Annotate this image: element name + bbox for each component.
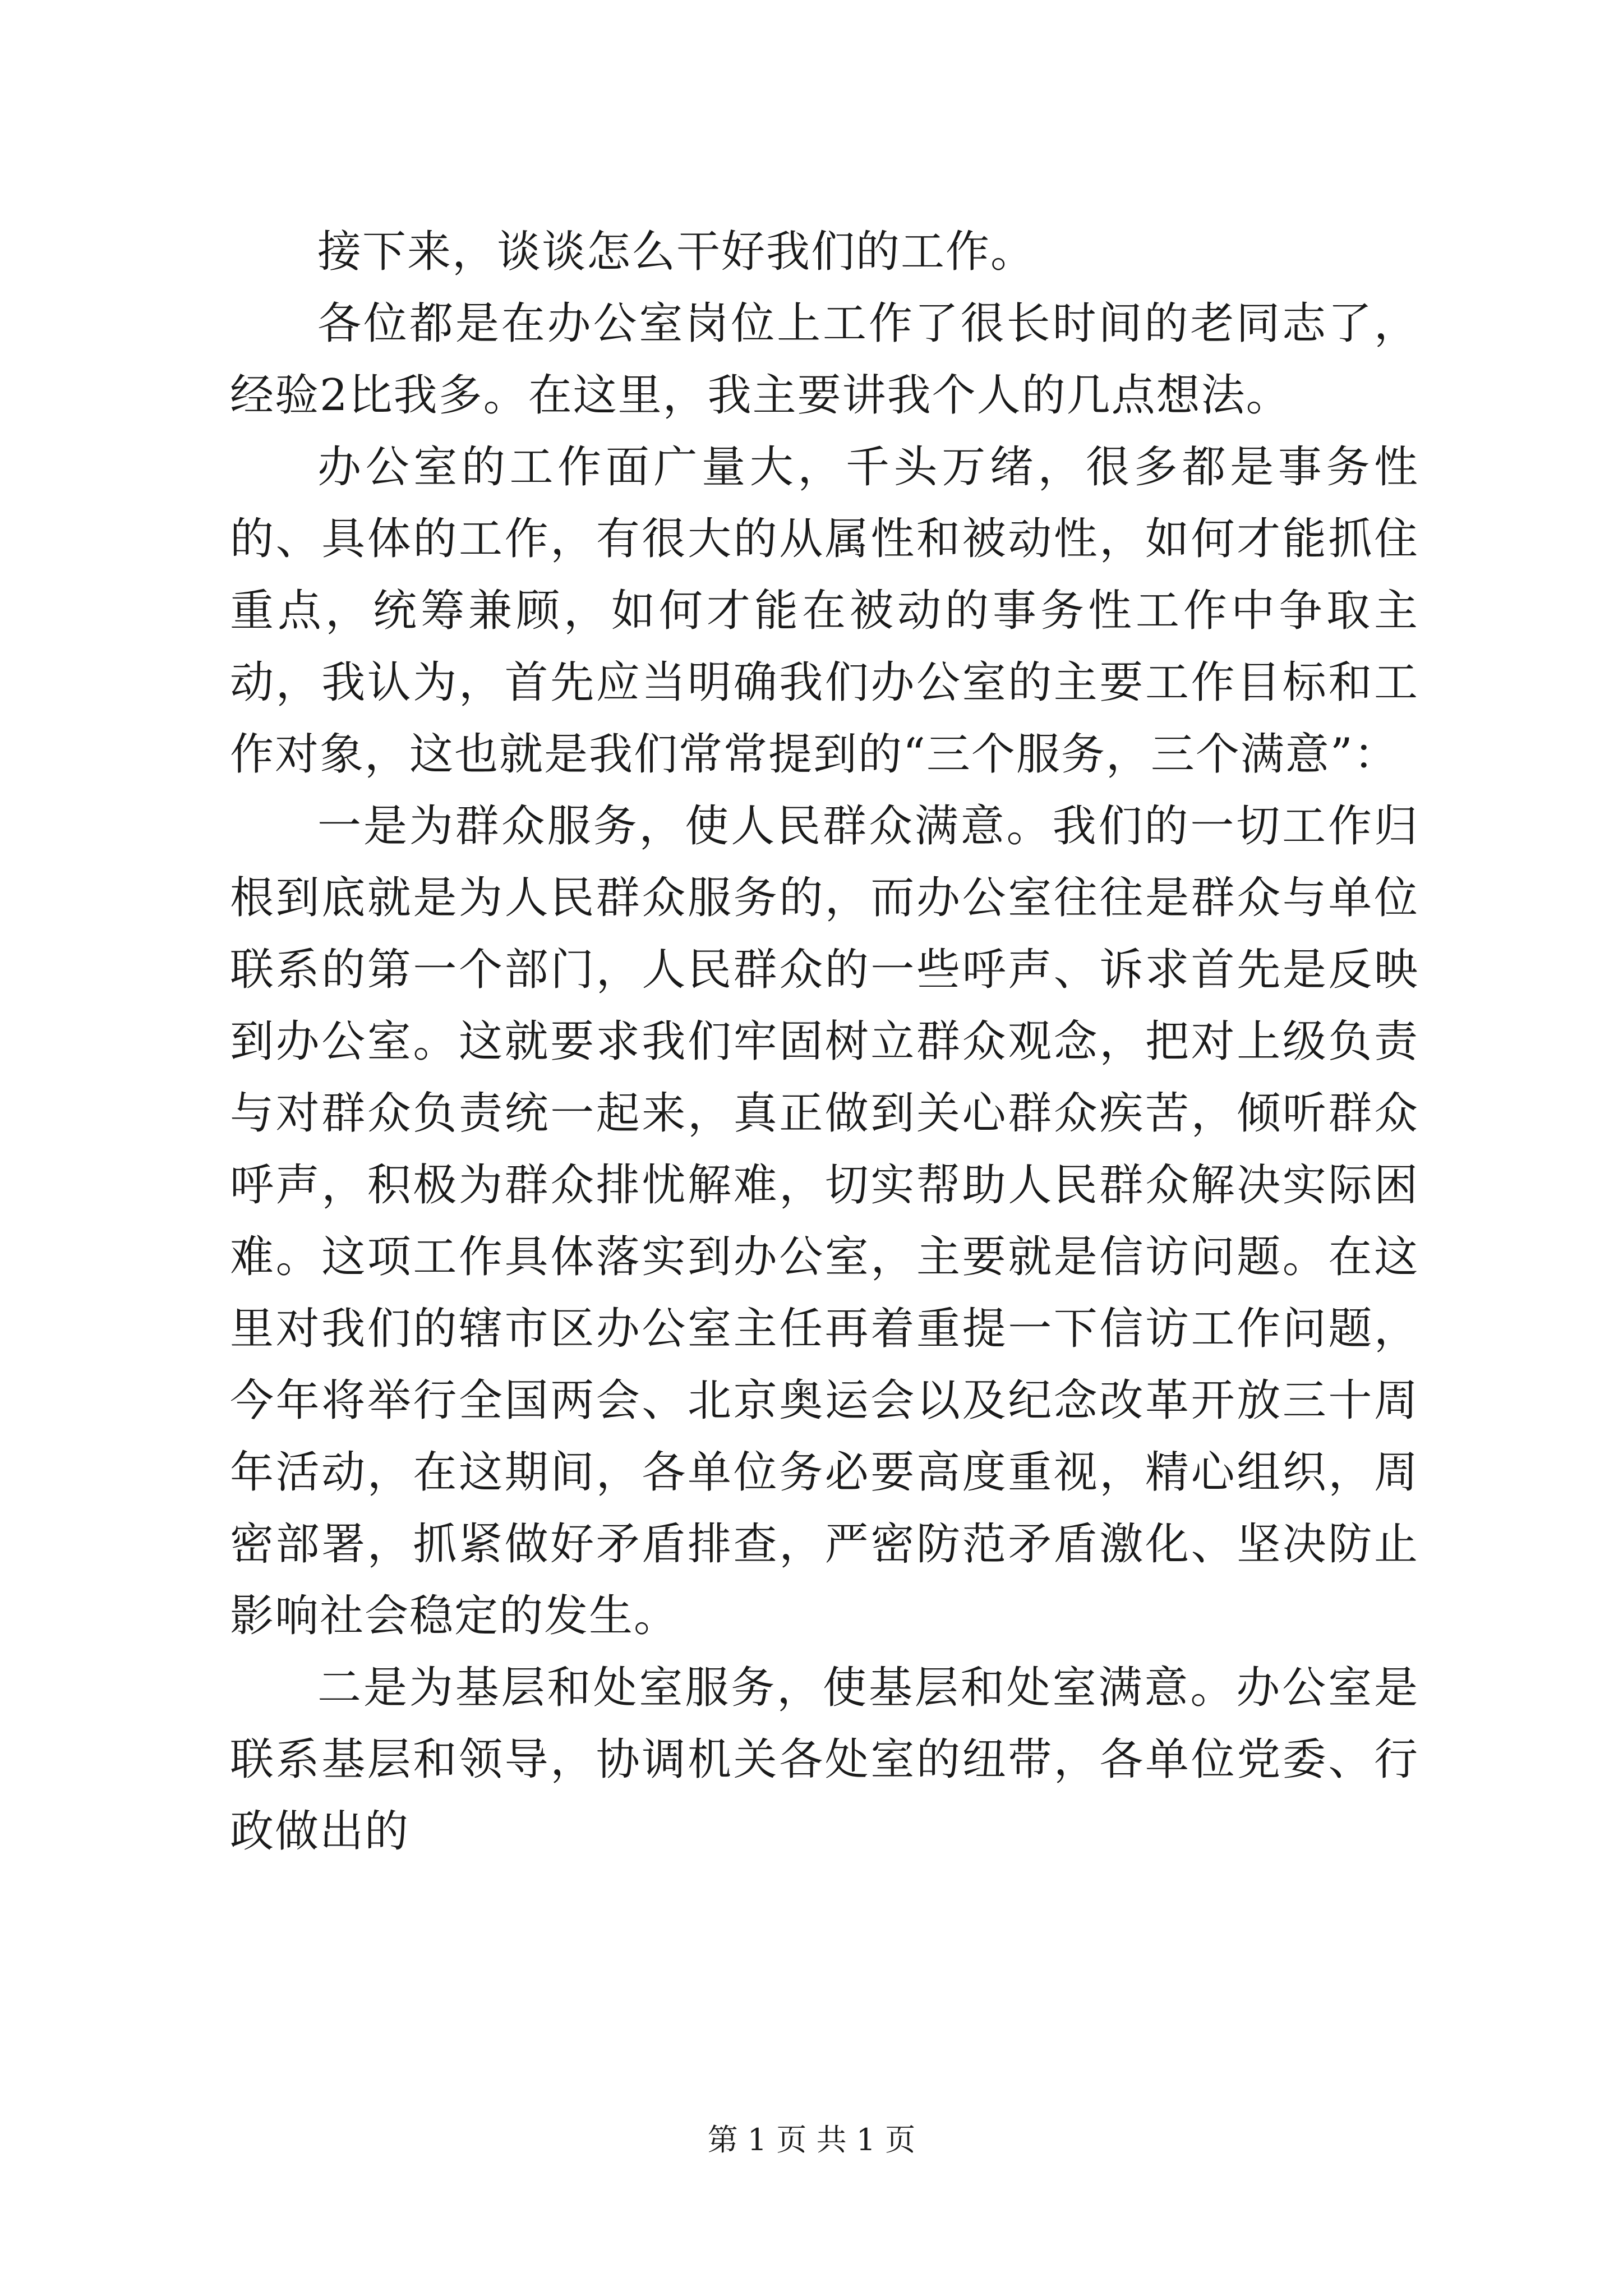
paragraph-intro: 接下来，谈谈怎么干好我们的工作。 [317, 227, 1036, 277]
paragraph-office-work: 办公室的工作面广量大，千头万绪，很多都是事务性的、具体的工作，有很大的从属性和被动性，如何才能抓住重点，统筹兼顾，如何才能在被动的事务性工作中争取主动，我认为，首先应当明确我们办公室的主要工作目标和工作对象，这也就是我们常常提到的“三个服务，三个满意”： [230, 442, 1419, 780]
page-footer: 第 1 页 共 1 页 [707, 2122, 916, 2157]
paragraph-experience: 各位都是在办公室岗位上工作了很长时间的老同志了，经验2比我多。在这里，我主要讲我个人的几点想法。 [230, 298, 1419, 421]
paragraph-serve-masses: 一是为群众服务，使人民群众满意。我们的一切工作归根到底就是为人民群众服务的，而办公室往往是群众与单位联系的第一个部门，人民群众的一些呼声、诉求首先是反映到办公室。这就要求我们牢固树立群众观念，把对上级负责与对群众负责统一起来，真正做到关心群众疾苦，倾听群众呼声，积极为群众排忧解难，切实帮助人民群众解决实际困难。这项工作具体落实到办公室，主要就是信访问题。在这里对我们的辖市区办公室主任再着重提一下信访工作问题，今年将举行全国两会、北京奥运会以及纪念改革开放三十周年活动，在这期间，各单位务必要高度重视，精心组织，周密部署，抓紧做好矛盾排查，严密防范矛盾激化、坚决防止影响社会稳定的发生。 [230, 801, 1419, 1641]
document-body [230, 216, 1419, 1867]
paragraph-serve-grassroots: 二是为基层和处室服务，使基层和处室满意。办公室是联系基层和领导，协调机关各处室的纽带，各单位党委、行政做出的 [230, 1663, 1419, 1857]
